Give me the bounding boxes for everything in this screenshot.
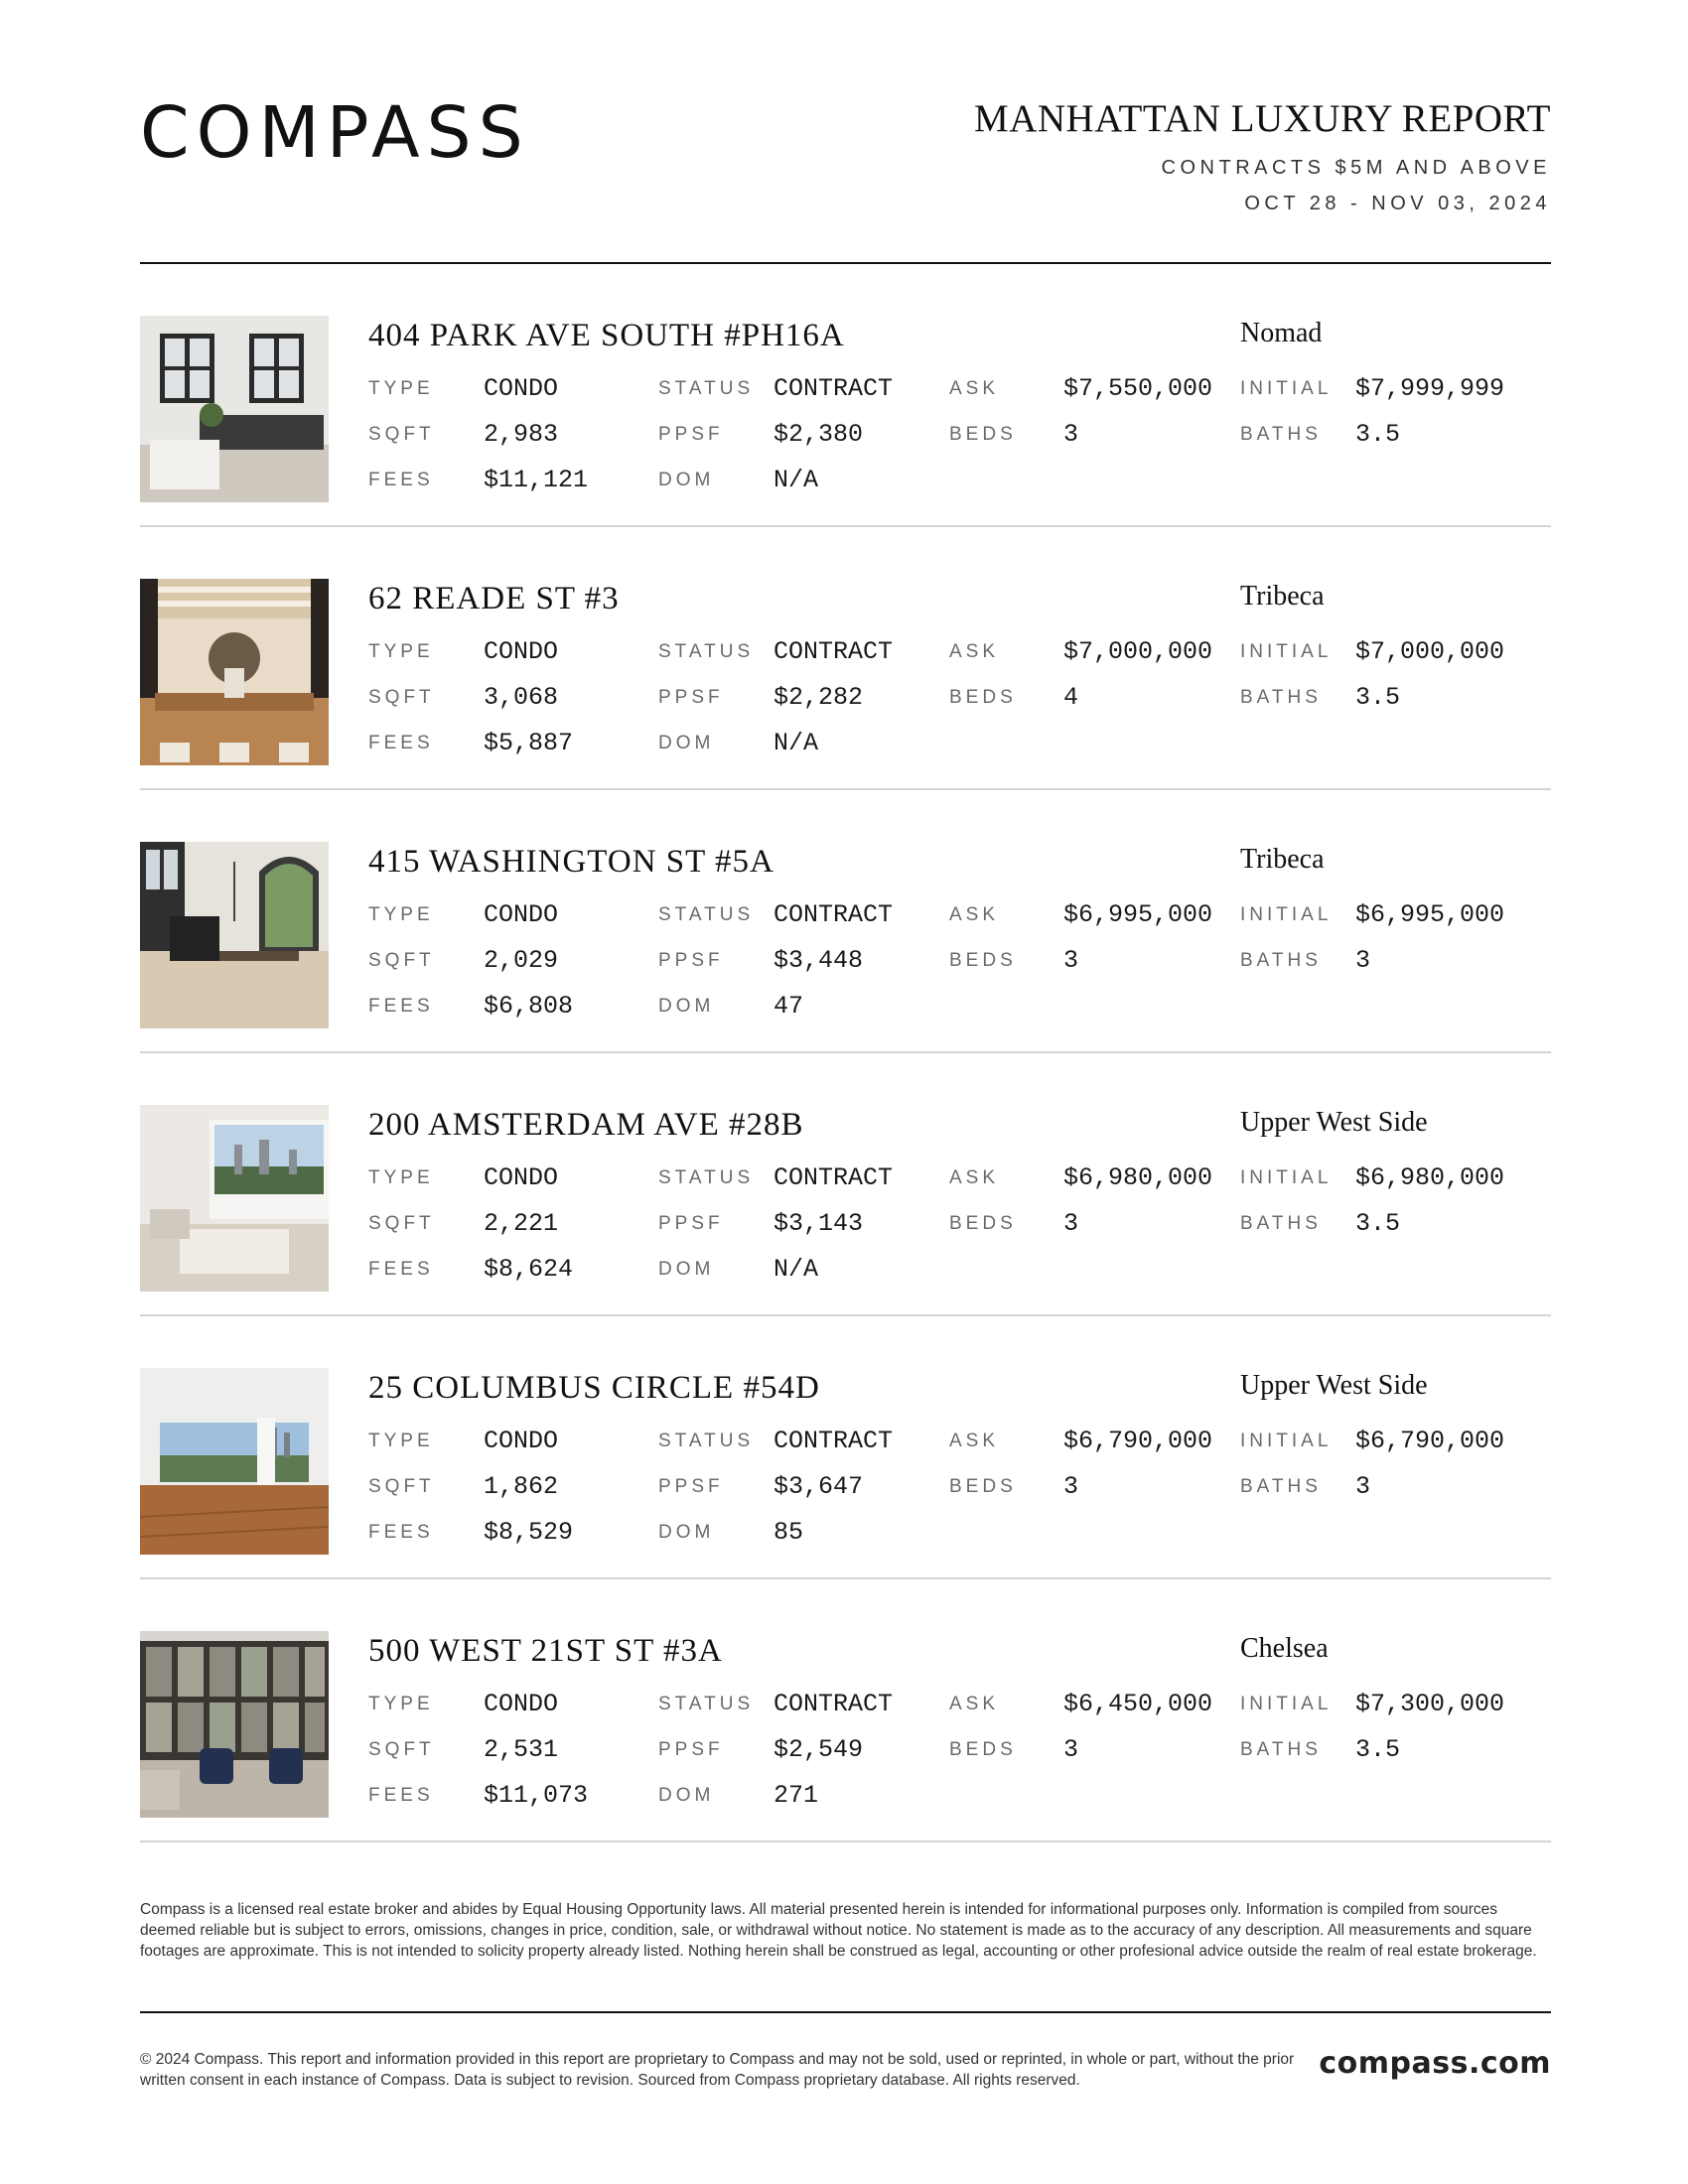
ask-value: $7,000,000 xyxy=(1063,637,1213,666)
initial-value: $7,300,000 xyxy=(1355,1690,1505,1718)
sqft-label: SQFT xyxy=(368,1739,435,1760)
status-value: CONTRACT xyxy=(774,374,894,403)
sqft-label: SQFT xyxy=(368,1213,435,1234)
sqft-value: 2,531 xyxy=(484,1735,559,1764)
initial-label: INITIAL xyxy=(1240,641,1333,662)
status-value: CONTRACT xyxy=(774,1163,894,1192)
baths-label: BATHS xyxy=(1240,950,1322,971)
beds-label: BEDS xyxy=(949,424,1017,445)
report-subtitle: CONTRACTS $5M AND ABOVE xyxy=(1161,157,1551,179)
ask-label: ASK xyxy=(949,1167,1000,1188)
baths-value: 3 xyxy=(1355,946,1371,975)
fees-value: $8,624 xyxy=(484,1255,574,1284)
initial-value: $6,980,000 xyxy=(1355,1163,1505,1192)
baths-label: BATHS xyxy=(1240,1476,1322,1497)
ask-label: ASK xyxy=(949,641,1000,662)
status-label: STATUS xyxy=(658,641,755,662)
status-value: CONTRACT xyxy=(774,1690,894,1718)
dom-value: N/A xyxy=(774,729,819,757)
listing-address[interactable]: 404 PARK AVE SOUTH #PH16A xyxy=(368,318,845,353)
ppsf-label: PPSF xyxy=(658,1213,724,1234)
fees-label: FEES xyxy=(368,733,434,753)
beds-value: 3 xyxy=(1063,1472,1079,1501)
dom-value: 271 xyxy=(774,1781,819,1810)
status-label: STATUS xyxy=(658,904,755,925)
ppsf-label: PPSF xyxy=(658,1476,724,1497)
ask-value: $7,550,000 xyxy=(1063,374,1213,403)
type-label: TYPE xyxy=(368,1431,434,1451)
website-link[interactable]: compass.com xyxy=(1319,2046,1551,2081)
listing-neighborhood: Chelsea xyxy=(1240,1633,1329,1664)
beds-value: 3 xyxy=(1063,946,1079,975)
ask-value: $6,790,000 xyxy=(1063,1427,1213,1455)
ppsf-value: $2,282 xyxy=(774,683,864,712)
sqft-value: 2,029 xyxy=(484,946,559,975)
ppsf-value: $3,143 xyxy=(774,1209,864,1238)
report-title: MANHATTAN LUXURY REPORT xyxy=(974,97,1551,140)
type-label: TYPE xyxy=(368,904,434,925)
fees-value: $8,529 xyxy=(484,1518,574,1547)
listing-card xyxy=(140,1053,1551,1316)
baths-value: 3.5 xyxy=(1355,1209,1401,1238)
baths-value: 3 xyxy=(1355,1472,1371,1501)
dom-label: DOM xyxy=(658,996,715,1017)
type-label: TYPE xyxy=(368,1694,434,1714)
interior-photo-icon xyxy=(140,1105,329,1292)
type-label: TYPE xyxy=(368,1167,434,1188)
ask-label: ASK xyxy=(949,1694,1000,1714)
fees-label: FEES xyxy=(368,1522,434,1543)
listing-photo[interactable] xyxy=(140,579,329,765)
status-label: STATUS xyxy=(658,1694,755,1714)
beds-value: 3 xyxy=(1063,420,1079,449)
baths-label: BATHS xyxy=(1240,687,1322,708)
listing-card xyxy=(140,264,1551,527)
footer-divider xyxy=(140,2011,1551,2013)
initial-label: INITIAL xyxy=(1240,1167,1333,1188)
dom-value: 85 xyxy=(774,1518,804,1547)
interior-photo-icon xyxy=(140,316,329,502)
report-title-block xyxy=(974,99,1551,213)
ppsf-value: $2,549 xyxy=(774,1735,864,1764)
listings-list xyxy=(140,264,1551,1843)
interior-photo-icon xyxy=(140,579,329,765)
sqft-value: 3,068 xyxy=(484,683,559,712)
status-label: STATUS xyxy=(658,1431,755,1451)
compass-logo: COMPASS xyxy=(140,91,530,174)
dom-label: DOM xyxy=(658,1785,715,1806)
initial-value: $6,995,000 xyxy=(1355,900,1505,929)
interior-photo-icon xyxy=(140,1368,329,1555)
beds-label: BEDS xyxy=(949,1476,1017,1497)
dom-value: N/A xyxy=(774,466,819,494)
sqft-value: 2,221 xyxy=(484,1209,559,1238)
ask-label: ASK xyxy=(949,378,1000,399)
beds-label: BEDS xyxy=(949,950,1017,971)
listing-card xyxy=(140,527,1551,790)
fees-label: FEES xyxy=(368,470,434,490)
beds-label: BEDS xyxy=(949,687,1017,708)
initial-label: INITIAL xyxy=(1240,1431,1333,1451)
listing-photo[interactable] xyxy=(140,1105,329,1292)
initial-label: INITIAL xyxy=(1240,1694,1333,1714)
ask-label: ASK xyxy=(949,1431,1000,1451)
fees-value: $11,073 xyxy=(484,1781,589,1810)
listing-neighborhood: Upper West Side xyxy=(1240,1107,1428,1138)
beds-label: BEDS xyxy=(949,1739,1017,1760)
dom-label: DOM xyxy=(658,1522,715,1543)
fees-label: FEES xyxy=(368,1259,434,1280)
listing-photo[interactable] xyxy=(140,1368,329,1555)
ppsf-label: PPSF xyxy=(658,1739,724,1760)
listing-address[interactable]: 500 WEST 21ST ST #3A xyxy=(368,1633,723,1669)
fees-value: $6,808 xyxy=(484,992,574,1021)
report-header xyxy=(140,89,1551,263)
listing-card xyxy=(140,1316,1551,1579)
initial-value: $7,000,000 xyxy=(1355,637,1505,666)
ask-value: $6,980,000 xyxy=(1063,1163,1213,1192)
ppsf-value: $3,448 xyxy=(774,946,864,975)
status-label: STATUS xyxy=(658,1167,755,1188)
dom-label: DOM xyxy=(658,470,715,490)
status-label: STATUS xyxy=(658,378,755,399)
listing-photo[interactable] xyxy=(140,842,329,1028)
listing-address[interactable]: 25 COLUMBUS CIRCLE #54D xyxy=(368,1370,820,1406)
fees-label: FEES xyxy=(368,1785,434,1806)
ask-value: $6,995,000 xyxy=(1063,900,1213,929)
ppsf-label: PPSF xyxy=(658,687,724,708)
type-value: CONDO xyxy=(484,1163,559,1192)
type-value: CONDO xyxy=(484,637,559,666)
ask-label: ASK xyxy=(949,904,1000,925)
sqft-label: SQFT xyxy=(368,687,435,708)
baths-label: BATHS xyxy=(1240,1213,1322,1234)
ppsf-value: $2,380 xyxy=(774,420,864,449)
sqft-label: SQFT xyxy=(368,1476,435,1497)
sqft-value: 2,983 xyxy=(484,420,559,449)
beds-value: 3 xyxy=(1063,1735,1079,1764)
baths-value: 3.5 xyxy=(1355,420,1401,449)
initial-label: INITIAL xyxy=(1240,904,1333,925)
beds-value: 4 xyxy=(1063,683,1079,712)
dom-value: 47 xyxy=(774,992,804,1021)
listing-card xyxy=(140,1579,1551,1843)
sqft-label: SQFT xyxy=(368,950,435,971)
sqft-label: SQFT xyxy=(368,424,435,445)
type-value: CONDO xyxy=(484,1427,559,1455)
listing-neighborhood: Tribeca xyxy=(1240,581,1325,612)
type-value: CONDO xyxy=(484,1690,559,1718)
baths-label: BATHS xyxy=(1240,1739,1322,1760)
report-dates: OCT 28 - NOV 03, 2024 xyxy=(1244,193,1551,214)
listing-neighborhood: Upper West Side xyxy=(1240,1370,1428,1401)
ask-value: $6,450,000 xyxy=(1063,1690,1213,1718)
initial-value: $6,790,000 xyxy=(1355,1427,1505,1455)
interior-photo-icon xyxy=(140,1631,329,1818)
listing-photo[interactable] xyxy=(140,316,329,502)
listing-address[interactable]: 415 WASHINGTON ST #5A xyxy=(368,844,774,880)
ppsf-value: $3,647 xyxy=(774,1472,864,1501)
status-value: CONTRACT xyxy=(774,1427,894,1455)
baths-label: BATHS xyxy=(1240,424,1322,445)
type-label: TYPE xyxy=(368,641,434,662)
type-value: CONDO xyxy=(484,374,559,403)
type-label: TYPE xyxy=(368,378,434,399)
beds-label: BEDS xyxy=(949,1213,1017,1234)
listing-neighborhood: Tribeca xyxy=(1240,844,1325,875)
initial-value: $7,999,999 xyxy=(1355,374,1505,403)
legal-disclaimer: Compass is a licensed real estate broker and abides by Equal Housing Opportunity laws. All material presented herein is intended for informational purposes only. Information is compiled from sources deemed reliable but is subject to errors, omissions, changes in price, condition, sale, or withdrawal without notice. No statement is made as to the accuracy of any description. All measurements and square footages are approximate. This is not intended to solicity property already listed. Nothing herein shall be construed as legal, accounting or other profesional advice outside the realm of real estate brokerage. xyxy=(140,1901,1537,1960)
dom-label: DOM xyxy=(658,1259,715,1280)
status-value: CONTRACT xyxy=(774,637,894,666)
sqft-value: 1,862 xyxy=(484,1472,559,1501)
dom-value: N/A xyxy=(774,1255,819,1284)
listing-address[interactable]: 62 READE ST #3 xyxy=(368,581,620,616)
type-value: CONDO xyxy=(484,900,559,929)
copyright-notice: © 2024 Compass. This report and information provided in this report are proprietary to Compass and may not be sold, used or reprinted, in whole or part, without the prior written consent in each instance of Compass. Data is subject to revision. Sourced from Compass proprietary database. All rights reserved. xyxy=(140,2051,1295,2089)
fees-value: $11,121 xyxy=(484,466,589,494)
initial-label: INITIAL xyxy=(1240,378,1333,399)
ppsf-label: PPSF xyxy=(658,950,724,971)
ppsf-label: PPSF xyxy=(658,424,724,445)
fees-value: $5,887 xyxy=(484,729,574,757)
listing-photo[interactable] xyxy=(140,1631,329,1818)
status-value: CONTRACT xyxy=(774,900,894,929)
baths-value: 3.5 xyxy=(1355,683,1401,712)
listing-neighborhood: Nomad xyxy=(1240,318,1323,348)
beds-value: 3 xyxy=(1063,1209,1079,1238)
listing-card xyxy=(140,790,1551,1053)
fees-label: FEES xyxy=(368,996,434,1017)
listing-address[interactable]: 200 AMSTERDAM AVE #28B xyxy=(368,1107,804,1143)
interior-photo-icon xyxy=(140,842,329,1028)
baths-value: 3.5 xyxy=(1355,1735,1401,1764)
dom-label: DOM xyxy=(658,733,715,753)
